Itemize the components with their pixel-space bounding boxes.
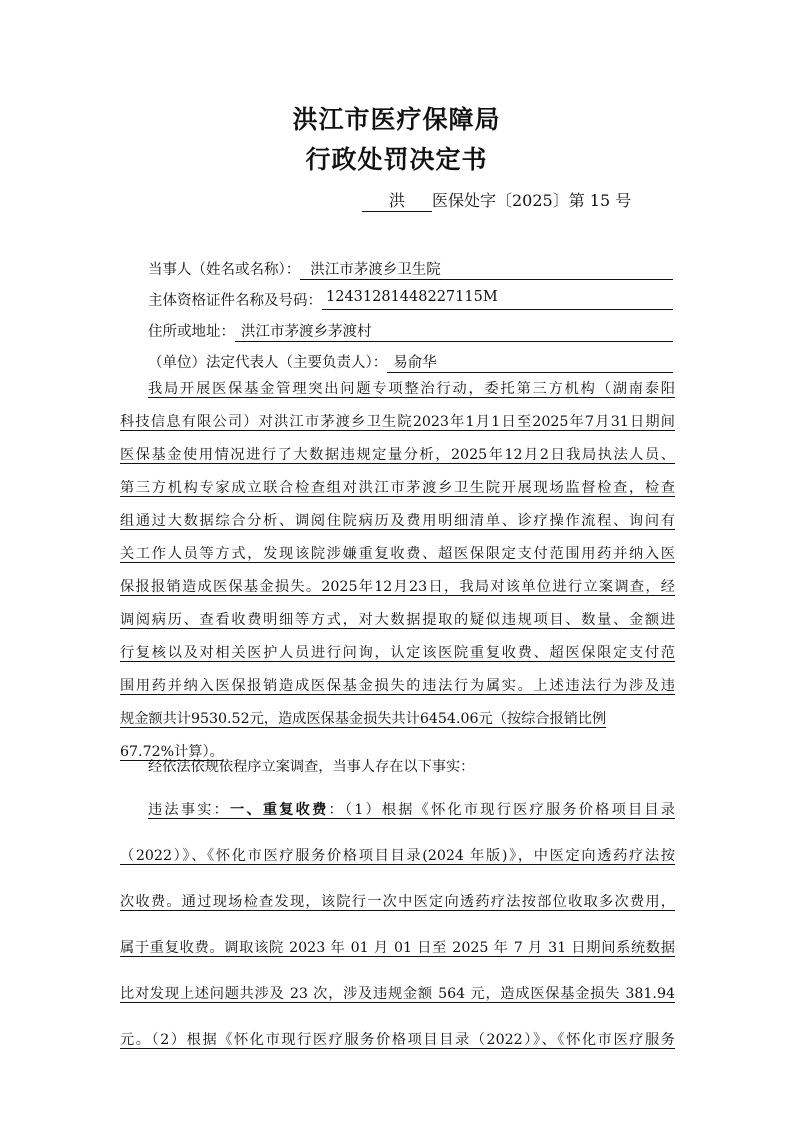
violation-label: 违法事实： <box>148 802 231 818</box>
agency-title: 洪江市医疗保障局 <box>292 105 501 134</box>
address-field <box>148 320 673 342</box>
certificate-field <box>148 289 673 310</box>
address-label: 住所或地址： <box>148 324 235 340</box>
violation-first-line-text: ：（1）根据《怀化市现行医疗服务价格项目目录 <box>328 802 675 818</box>
facts-intro <box>120 752 675 785</box>
paragraph-line: （2022）》、《怀化市医疗服务价格项目目录(2024 年版)》，中医定向透药疗法按 <box>120 848 675 864</box>
address-value: 洪江市茅渡乡茅渡村 <box>235 320 673 342</box>
document-number-text: 医保处字〔2025〕第 15 号 <box>432 191 632 210</box>
paragraph-line: 比对发现上述问题共涉及 23 次，涉及违规金额 564 元，造成医保基金损失 381.94 <box>120 986 675 1002</box>
violation-first-line <box>120 795 675 841</box>
paragraph-line: 围用药并纳入医保报销造成医保基金损失的违法行为属实。上述违法行为涉及违 <box>120 678 675 694</box>
paragraph-line: 关工作人员等方式，发现该院涉嫌重复收费、超医保限定支付范围用药并纳入医 <box>120 546 675 562</box>
party-name-label: 当事人（姓名或名称）： <box>148 262 301 278</box>
paragraph-line: 我局开展医保基金管理突出问题专项整治行动，委托第三方机构（湖南泰阳 <box>148 381 675 397</box>
document-title: 行政处罚决定书 <box>305 145 488 174</box>
paragraph-line: 科技信息有限公司）对洪江市茅渡乡卫生院2023年1月1日至2025年7月31日期间 <box>120 414 675 430</box>
document-number <box>362 188 631 212</box>
violation-facts <box>120 795 675 1071</box>
paragraph-line: 规金额共计9530.52元，造成医保基金损失共计6454.06元（按综合报销比例 <box>120 711 607 727</box>
paragraph-line: 67.72%计算）。 <box>120 744 224 760</box>
legal-representative-label: （单位）法定代表人（主要负责人）： <box>148 355 388 371</box>
party-name-value: 洪江市茅渡乡卫生院 <box>300 258 673 280</box>
paragraph-line: 保报报销造成医保基金损失。2025年12月23日，我局对该单位进行立案调查，经 <box>120 579 675 595</box>
violation-heading: 一、重复收费 <box>230 802 329 818</box>
paragraph-line: 属于重复收费。调取该院 2023 年 01 月 01 日至 2025 年 7 月 31 日期间系统数据 <box>120 940 675 956</box>
document-number-prefix: 洪 <box>362 188 432 212</box>
party-name-field <box>148 258 673 280</box>
certificate-value: 12431281448227115M <box>322 289 673 310</box>
paragraph-line: 医保基金使用情况进行了大数据违规定量分析，2025年12月2日我局执法人员、 <box>120 447 675 463</box>
intro-paragraph <box>120 374 675 770</box>
paragraph-line: 组通过大数据综合分析、调阅住院病历及费用明细清单、诊疗操作流程、询问有 <box>120 513 675 529</box>
legal-representative-value: 易俞华 <box>387 351 673 373</box>
paragraph-line: 元。（2）根据《怀化市现行医疗服务价格项目目录（2022）》、《怀化市医疗服务 <box>120 1032 675 1048</box>
paragraph-line: 第三方机构专家成立联合检查组对洪江市茅渡乡卫生院开展现场监督检查，检查 <box>120 480 675 496</box>
certificate-label: 主体资格证件名称及号码： <box>148 293 322 309</box>
paragraph-line: 调阅病历、查看收费明细等方式，对大数据提取的疑似违规项目、数量、金额进 <box>120 612 675 628</box>
legal-representative-field <box>148 351 673 373</box>
paragraph-line: 次收费。通过现场检查发现，该院行一次中医定向透药疗法按部位收取多次费用， <box>120 894 675 910</box>
paragraph-line: 行复核以及对相关医护人员进行问询，认定该医院重复收费、超医保限定支付范 <box>120 645 675 661</box>
facts-intro-line: 经依法依规依程序立案调查，当事人存在以下事实： <box>148 759 475 775</box>
